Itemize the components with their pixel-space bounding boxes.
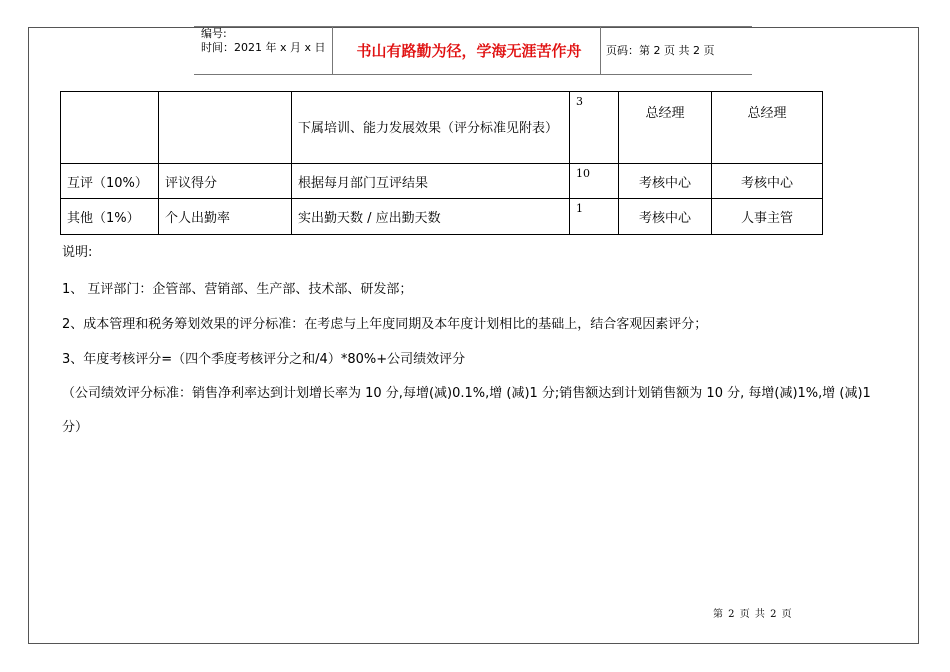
table-cell: 人事主管 (712, 199, 823, 235)
table-row (61, 92, 823, 164)
table-cell (61, 92, 159, 164)
table-cell: 总经理 (712, 92, 823, 164)
table-cell: 根据每月部门互评结果 (292, 164, 570, 199)
header-motto: 书山有路勤为径，学海无涯苦作舟 (356, 42, 582, 60)
table-cell: 其他（1%） (61, 199, 159, 235)
table-cell: 考核中心 (619, 199, 712, 235)
cell-text: 下属培训、能力发展效果（评分标准见附表） (298, 120, 559, 136)
header-code-label: 编号: (201, 27, 227, 40)
table-cell: 总经理 (619, 92, 712, 164)
table-cell-score: 10 (570, 164, 619, 199)
table-row (61, 199, 823, 235)
header-divider (600, 26, 601, 74)
table-cell: 实出勤天数 / 应出勤天数 (292, 199, 570, 235)
table-cell: 个人出勤率 (159, 199, 292, 235)
table-cell (292, 92, 570, 164)
table-cell: 评议得分 (159, 164, 292, 199)
header-page-label: 页码：第 2 页 共 2 页 (606, 44, 715, 57)
header-top-rule (194, 26, 752, 27)
table-cell: 考核中心 (619, 164, 712, 199)
notes-heading: 说明: (62, 245, 93, 260)
header-bottom-rule (194, 74, 752, 75)
header-divider (332, 26, 333, 74)
note-item: （公司绩效评分标准：销售净利率达到计划增长率为 10 分,每增(减)0.1%,增 (减)1 分;销售额达到计划销售额为 10 分, 每增(减)1%,增 (减)1 分） (62, 386, 871, 435)
footer-page-number: 第 2 页 共 2 页 (713, 609, 793, 620)
table-cell: 考核中心 (712, 164, 823, 199)
note-item: 1、 互评部门：企管部、营销部、生产部、技术部、研发部； (62, 282, 413, 297)
evaluation-table (60, 91, 823, 235)
note-item: 3、年度考核评分=（四个季度考核评分之和/4）*80%+公司绩效评分 (62, 352, 466, 367)
table-cell-score: 1 (570, 199, 619, 235)
note-item: 2、成本管理和税务筹划效果的评分标准：在考虑与上年度同期及本年度计划相比的基础上，结合客观因素评分； (62, 317, 708, 332)
table-cell-score: 3 (570, 92, 619, 164)
table-cell: 互评（10%） (61, 164, 159, 199)
header-time-label: 时间：2021 年 x 月 x 日 (201, 41, 326, 54)
table-cell (159, 92, 292, 164)
table-row (61, 164, 823, 199)
